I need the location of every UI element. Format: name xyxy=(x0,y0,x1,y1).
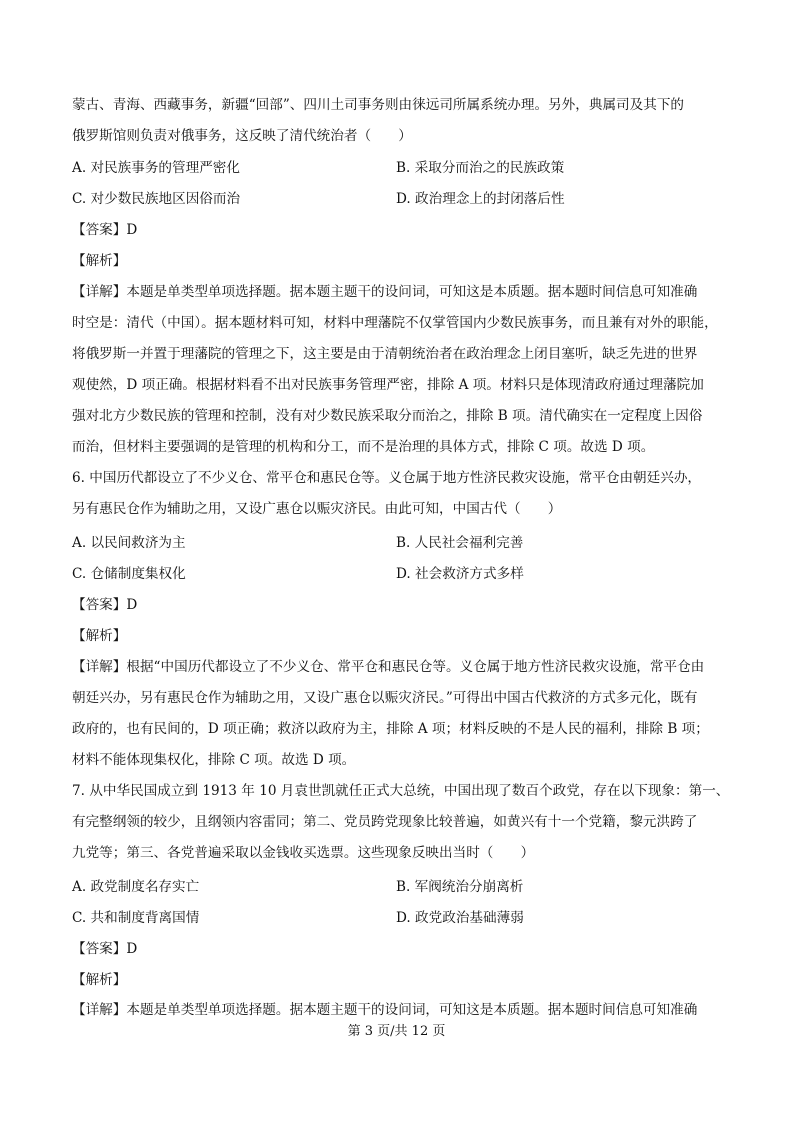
explanation-line: 政府的，也有民间的，D 项正确；救济以政府为主，排除 A 项；材料反映的不是人民的福利，排除 B 项； xyxy=(72,721,709,737)
explanation-line: 【详解】根据“中国历代都设立了不少义仓、常平仓和惠民仓等。义仓属于地方性济民救灾设施，常平仓由 xyxy=(72,659,705,675)
option-c: C. 对少数民族地区因俗而治 xyxy=(72,191,241,207)
question-stem: 有完整纲领的较少，且纲领内容雷同；第二、党员跨党现象比较普遍，如黄兴有十一个党籍，黎元洪跨了 xyxy=(72,814,698,830)
stem-line: 蒙古、青海、西藏事务，新疆“回部”、四川土司事务则由徕远司所属系统办理。另外，典属司及其下的 xyxy=(72,97,685,113)
answer-label: 【答案】D xyxy=(72,222,138,238)
question-stem: 7. 从中华民国成立到 1913 年 10 月袁世凯就任正式大总统，中国出现了数百个政党，存在以下现象：第一、 xyxy=(72,783,730,799)
analysis-label: 【解析】 xyxy=(72,972,127,988)
explanation-line: 【详解】本题是单类型单项选择题。据本题主题干的设问词，可知这是本质题。据本题时间信息可知准确 xyxy=(72,1002,698,1018)
option-c: C. 共和制度背离国情 xyxy=(72,910,200,926)
question-stem: 6. 中国历代都设立了不少义仓、常平仓和惠民仓等。义仓属于地方性济民救灾设施，常平仓由朝廷兴办， xyxy=(72,470,702,486)
question-stem: 九党等；第三、各党普遍采取以金钱收买选票。这些现象反映出当时（ ） xyxy=(72,845,535,861)
explanation-line: 强对北方少数民族的管理和控制，没有对少数民族采取分而治之，排除 B 项。清代确实在一定程度上因俗 xyxy=(72,408,703,424)
answer-label: 【答案】D xyxy=(72,597,138,613)
option-d: D. 政党政治基础薄弱 xyxy=(396,910,524,926)
option-d: D. 政治理念上的封闭落后性 xyxy=(396,191,565,207)
analysis-label: 【解析】 xyxy=(72,628,127,644)
explanation-line: 朝廷兴办，另有惠民仓作为辅助之用，又设广惠仓以赈灾济民。”可得出中国古代救济的方式多元化，既有 xyxy=(72,690,698,706)
explanation-line: 将俄罗斯一并置于理藩院的管理之下，这主要是由于清朝统治者在政治理念上闭目塞听，缺乏先进的世界 xyxy=(72,346,698,362)
explanation-line: 时空是：清代（中国）。据本题材料可知，材料中理藩院不仅掌管国内少数民族事务，而且兼有对外的职能， xyxy=(72,315,718,331)
answer-label: 【答案】D xyxy=(72,941,138,957)
option-c: C. 仓储制度集权化 xyxy=(72,566,186,582)
stem-line: 俄罗斯馆则负责对俄事务，这反映了清代统治者（ ） xyxy=(72,128,412,144)
page-footer: 第 3 页/共 12 页 xyxy=(347,1024,446,1039)
option-a: A. 政党制度名存实亡 xyxy=(72,879,200,895)
explanation-line: 观使然，D 项正确。根据材料看不出对民族事务管理严密，排除 A 项。材料只是体现清政府通过理藩院加 xyxy=(72,377,704,393)
explanation-line: 【详解】本题是单类型单项选择题。据本题主题干的设问词，可知这是本质题。据本题时间信息可知准确 xyxy=(72,284,698,300)
option-b: B. 人民社会福利完善 xyxy=(396,535,524,551)
explanation-line: 而治，但材料主要强调的是管理的机构和分工，而不是治理的具体方式，排除 C 项。故选 D 项。 xyxy=(72,439,655,455)
option-b: B. 采取分而治之的民族政策 xyxy=(396,160,565,176)
option-d: D. 社会救济方式多样 xyxy=(396,566,524,582)
analysis-label: 【解析】 xyxy=(72,253,127,269)
question-stem: 另有惠民仓作为辅助之用，又设广惠仓以赈灾济民。由此可知，中国古代（ ） xyxy=(72,501,562,517)
explanation-line: 材料不能体现集权化，排除 C 项。故选 D 项。 xyxy=(72,752,356,768)
option-a: A. 以民间救济为主 xyxy=(72,535,186,551)
option-a: A. 对民族事务的管理严密化 xyxy=(72,160,240,176)
option-b: B. 军阀统治分崩离析 xyxy=(396,879,524,895)
